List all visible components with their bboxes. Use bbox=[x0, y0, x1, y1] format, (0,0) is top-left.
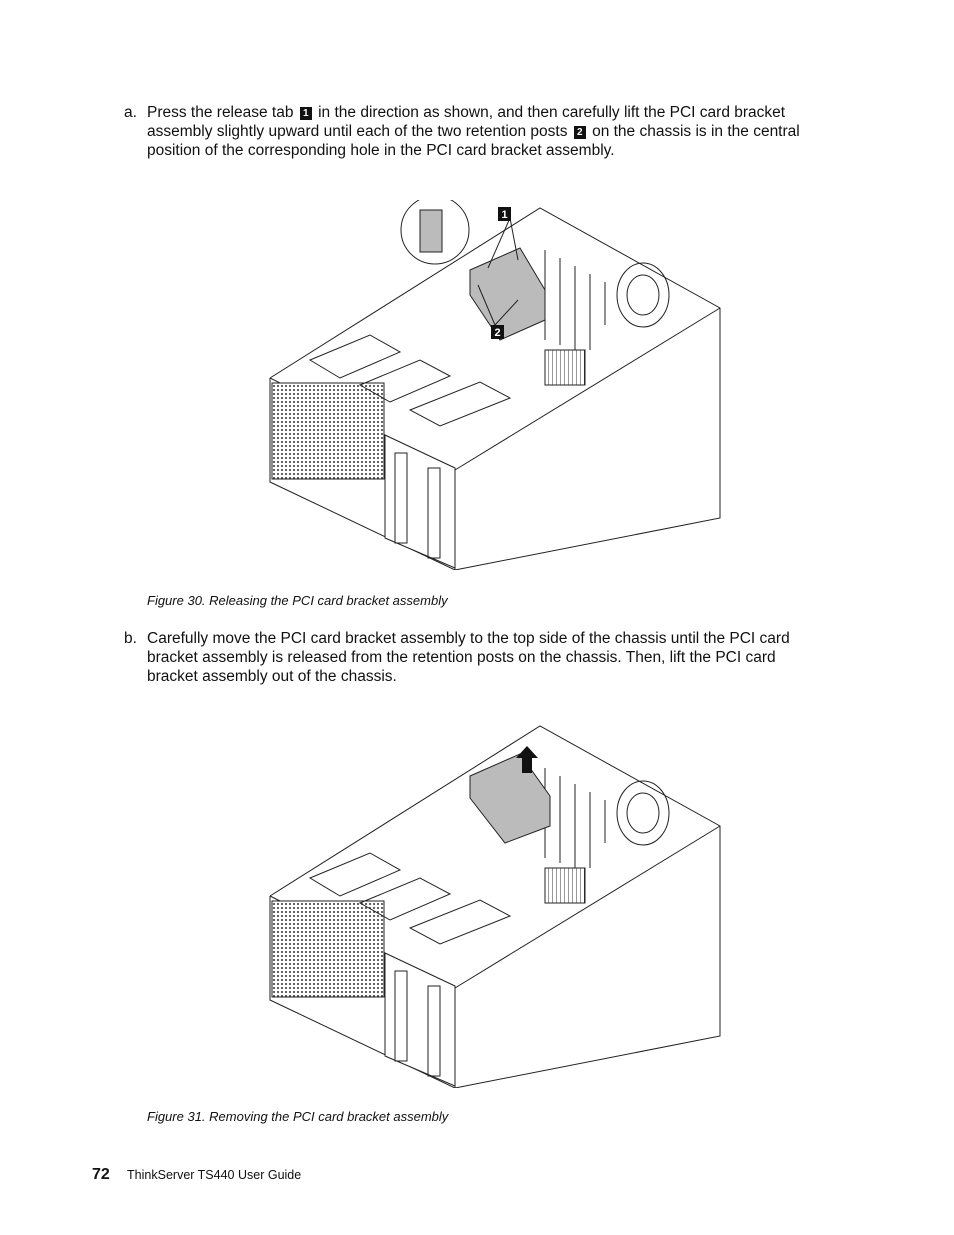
callout-2-inline: 2 bbox=[574, 126, 586, 139]
callout-1-inline: 1 bbox=[300, 107, 312, 120]
step-b-text: Carefully move the PCI card bracket assembly to the top side of the chassis until the PCI card bracket assembly is released from the retention posts on the chassis. Then, lift the PCI card bracket assembly out of the chassis. bbox=[147, 630, 790, 685]
step-a-text bbox=[147, 103, 824, 160]
figure-31-caption: Figure 31. Removing the PCI card bracket assembly bbox=[147, 1109, 449, 1124]
step-a-letter: a. bbox=[124, 104, 137, 121]
step-a-text-part-1: Press the release tab bbox=[147, 104, 294, 121]
figure-30-illustration bbox=[260, 200, 730, 570]
step-b bbox=[124, 629, 824, 686]
server-chassis-release-drawing bbox=[260, 200, 730, 570]
step-a-text-part-2: in the direction as shown, and then carefully lift the PCI card bracket assembly slightly upward until each of the two retention posts bbox=[147, 104, 786, 140]
server-chassis-remove-drawing bbox=[260, 718, 730, 1088]
step-a-text-part-3: on the chassis is in the central position of the corresponding hole in the PCI card bracket assembly. bbox=[147, 123, 800, 159]
step-b-letter: b. bbox=[124, 630, 137, 647]
page-number: 72 bbox=[92, 1166, 110, 1183]
figure-31-illustration bbox=[260, 718, 730, 1088]
step-a bbox=[124, 103, 824, 160]
figure-30-caption: Figure 30. Releasing the PCI card bracket assembly bbox=[147, 593, 448, 608]
page-footer bbox=[92, 1166, 301, 1184]
document-title: ThinkServer TS440 User Guide bbox=[127, 1168, 302, 1182]
figure-callout-2: 2 bbox=[494, 327, 501, 339]
figure-callout-1: 1 bbox=[501, 209, 508, 221]
